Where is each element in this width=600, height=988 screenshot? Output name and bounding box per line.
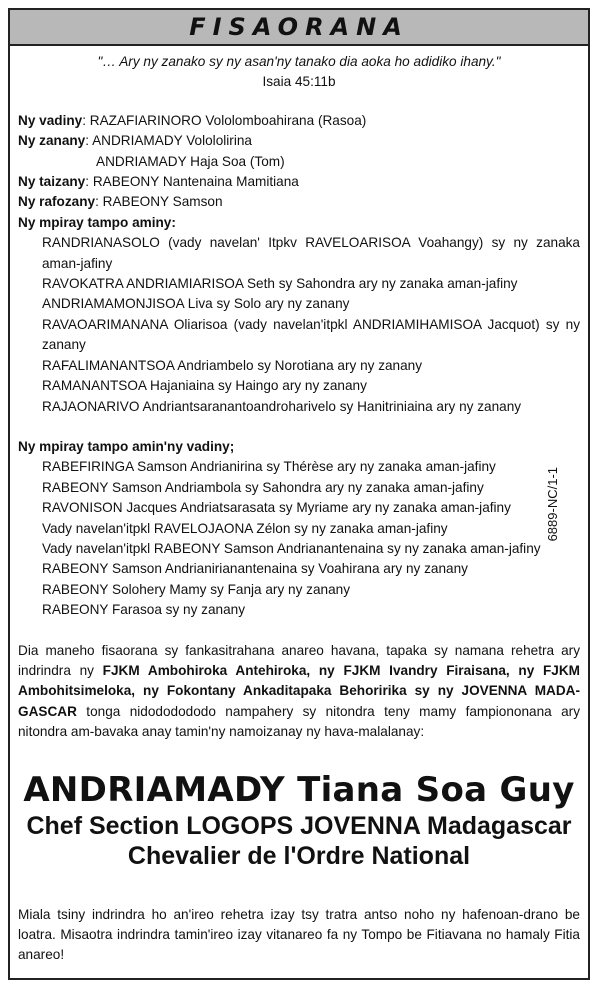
wife-sibling-entry: RABEONY Samson Andrianirianantenaina sy Voahirana ary ny zanany xyxy=(42,561,468,577)
wife-value: RAZAFIARINORO Vololomboahirana (Rasoa) xyxy=(89,112,367,128)
publication-code: 6889-NC/1-1 xyxy=(544,466,560,542)
wife-label: Ny vadiny xyxy=(18,112,83,128)
thanks-intro: Dia maneho fisaorana sy fankasitrahana anareo havana, tapaka sy namana rehetra ary indrindra ny xyxy=(18,642,580,678)
sibling-entry: ANDRIAMAMONJISOA Liva sy Solo ary ny zanany xyxy=(42,296,350,312)
bible-reference: Isaia 45:11b xyxy=(262,74,336,90)
wife-siblings-label: Ny mpiray tampo amin'ny vadiny xyxy=(18,438,230,454)
father-in-law-label: Ny rafozany xyxy=(18,194,96,210)
wife-siblings-heading: Ny mpiray tampo amin'ny vadiny; xyxy=(18,438,235,454)
sibling-entry: RAMANANTSOA Hajaniaina sy Haingo ary ny zanany xyxy=(42,378,367,394)
thanks-orgs: FJKM Ambohiroka Antehiroka, ny FJKM Ivandry Firaisana, ny FJKM Ambohitsimeloka, ny Fokontany Ankaditapaka Behoririka sy ny JOVENNA MADA-GASCAR xyxy=(18,662,580,719)
deceased-honor: Chevalier de l'Ordre National xyxy=(127,841,471,870)
children-label: Ny zanany xyxy=(18,133,86,149)
grandchild-line: Ny taizany: RABEONY Nantenaina Mamitiana xyxy=(18,174,299,190)
deceased-role: Chef Section LOGOPS JOVENNA Madagascar xyxy=(26,811,572,840)
notice-content xyxy=(10,46,588,966)
banner-title: FISAORANA xyxy=(189,13,409,41)
wife-sibling-entry: Vady navelan'itpkl RAVELOJAONA Zélon sy ny zanaka aman-jafiny xyxy=(42,520,448,536)
wife-sibling-entry: RABEONY Farasoa sy ny zanany xyxy=(42,602,245,618)
wife-line: Ny vadiny: RAZAFIARINORO Vololomboahirana (Rasoa) xyxy=(18,112,367,128)
thanks-paragraph xyxy=(18,641,580,743)
sibling-entry: RANDRIANASOLO (vady navelan' Itpkv RAVELOARISOA Voahangy) sy ny zanaka aman-jafiny xyxy=(42,235,580,271)
child-name: ANDRIAMADY Volololirina xyxy=(92,133,252,149)
wife-sibling-entry: Vady navelan'itpkl RABEONY Samson Andrianantenaina sy ny zanaka aman-jafiny xyxy=(42,540,541,556)
thanks-rest: tonga nidododododo nampahery sy nitondra teny mamy fampiononana ary nitondra am-bavaka anay tamin'ny namoizanay ny hava-malalanay: xyxy=(18,703,580,740)
sibling-entry: RAVOKATRA ANDRIAMIARISOA Seth sy Sahondra ary ny zanaka aman-jafiny xyxy=(42,276,518,292)
wife-sibling-entry: RABEONY Samson Andriambola sy Sahondra ary ny zanaka aman-jafiny xyxy=(42,479,484,495)
siblings-heading: Ny mpiray tampo aminy: xyxy=(18,214,176,230)
child-name: ANDRIAMADY Haja Soa (Tom) xyxy=(96,153,285,169)
wife-sibling-entry: RAVONISON Jacques Andriatsarasata sy Myriame ary ny zanaka aman-jafiny xyxy=(42,500,511,516)
father-in-law-value: RABEONY Samson xyxy=(102,194,223,210)
grandchild-label: Ny taizany xyxy=(18,174,86,190)
children-line-2 xyxy=(18,152,580,172)
children-line: Ny zanany: ANDRIAMADY Volololirina xyxy=(18,133,252,149)
father-in-law-line: Ny rafozany: RABEONY Samson xyxy=(18,194,223,210)
deceased-name: ANDRIAMADY Tiana Soa Guy xyxy=(23,769,575,810)
sibling-entry: RAJAONARIVO Andriantsaranantoandroharivelo sy Hanitriniaina ary ny zanany xyxy=(42,398,522,414)
title-banner xyxy=(10,10,588,46)
bible-quote: "… Ary ny zanako sy ny asan'ny tanako dia aoka ho adidiko ihany." xyxy=(97,54,501,69)
sibling-entry: RAFALIMANANTSOA Andriambelo sy Norotiana ary ny zanany xyxy=(42,357,423,373)
wife-sibling-entry: RABEFIRINGA Samson Andrianirina sy Thérèse ary ny zanaka aman-jafiny xyxy=(42,459,496,475)
notice-frame xyxy=(8,8,590,980)
wife-sibling-entry: RABEONY Solohery Mamy sy Fanja ary ny zanany xyxy=(42,581,350,597)
closing-paragraph: Miala tsiny indrindra ho an'ireo rehetra izay tsy tratra antso noho ny hafenoan-drano be loatra. Misaotra indrindra tamin'ireo izay vitanareo fa ny Tompo be Fitiavana no hamaly Fitia anareo! xyxy=(18,906,580,963)
siblings-label: Ny mpiray tampo aminy xyxy=(18,214,172,230)
grandchild-value: RABEONY Nantenaina Mamitiana xyxy=(92,174,299,190)
sibling-entry: RAVAOARIMANANA Oliarisoa (vady navelan'itpkl ANDRIAMIHAMISOA Jacquot) sy ny zanany xyxy=(42,316,580,353)
